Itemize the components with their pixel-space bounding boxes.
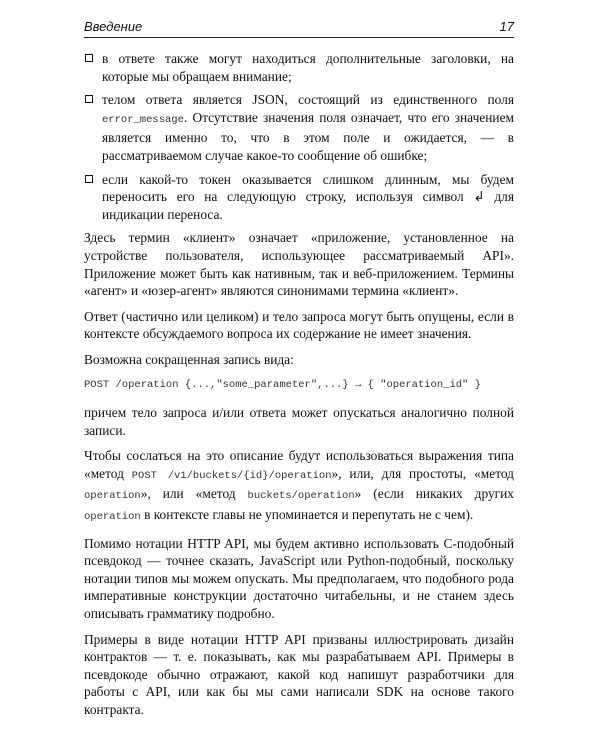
paragraph: Примеры в виде нотации HTTP API призваны иллюстрировать дизайн контрактов — т. е. показывать, как мы разрабатываем API. Примеры в псевдокоде обычно отражают, какой код напишут разработчики для работы с API, или как бы мы сами написали SDK на основе такого контракта. bbox=[84, 631, 514, 717]
text-run: Чтобы сослаться на это описание будут использоваться выражения типа «метод bbox=[84, 448, 514, 481]
paragraph: Ответ (частично или целиком) и тело запроса могут быть опущены, если в контексте обсуждаемого вопроса их содержание не имеет значения. bbox=[84, 308, 514, 342]
bullet-item bbox=[84, 171, 514, 224]
text-run: . Отсутствие значения поля означает, что его значением является именно то, что в этом поле и ожидается, — в рассматриваемом случае какое-то сообщение об ошибке; bbox=[102, 109, 514, 163]
paragraph: Возможна сокращенная запись вида: bbox=[84, 351, 294, 367]
text-run: в контексте главы не упоминается и перепутать не с чем). bbox=[140, 507, 474, 523]
chapter-title: Введение bbox=[84, 19, 143, 34]
text-run: », или, для простоты, «метод bbox=[331, 465, 514, 481]
header-rule bbox=[84, 37, 514, 38]
bullet-text: в ответе также могут находиться дополнительные заголовки, на которые мы обращаем внимание; bbox=[102, 51, 514, 84]
checkbox-bullet-icon bbox=[85, 175, 93, 183]
checkbox-bullet-icon bbox=[85, 54, 93, 62]
running-header bbox=[84, 17, 514, 37]
text-run: » (если никаких других bbox=[354, 486, 515, 502]
page-number: 17 bbox=[499, 19, 514, 34]
paragraph: причем тело запроса и/или ответа может опускаться аналогично полной записи. bbox=[84, 405, 514, 438]
paragraph bbox=[84, 447, 514, 526]
code-line: POST /operation {...,"some_parameter",...} → { "operation_id" } bbox=[84, 378, 481, 391]
bullet-item bbox=[84, 91, 514, 164]
bullet-text: если какой-то токен оказывается слишком длинным, мы будем переносить его на следующую строку, используя символ ↲ для индикации переноса. bbox=[102, 171, 514, 222]
text-run: », или «метод bbox=[140, 486, 248, 502]
text-run: телом ответа является JSON, состоящий из единственного поля bbox=[102, 92, 514, 108]
inline-code: operation bbox=[84, 490, 141, 503]
page-body bbox=[84, 50, 514, 727]
inline-code: buckets/operation bbox=[247, 490, 355, 503]
paragraph: Здесь термин «клиент» означает «приложение, установленное на устройстве пользователя, использующее рассматриваемый API». Приложение может быть как нативным, так и веб-приложением. Термины «агент» и «юзер-агент» являются синонимами термина «клиент». bbox=[84, 230, 514, 299]
paragraph: Помимо нотации HTTP API, мы будем активно использовать C-подобный псевдокод — точнее сказать, JavaScript или Python-подобный, поскольку нотации типов мы можем опускать. Мы предполагаем, что подобного рода императивные конструкции достаточно читабельны, и не станем здесь описывать грамматику подробно. bbox=[84, 535, 514, 622]
inline-code: POST /v1/buckets/{id}/operation bbox=[131, 469, 332, 482]
inline-code: error_message bbox=[102, 113, 184, 126]
inline-code: operation bbox=[84, 511, 141, 524]
checkbox-bullet-icon bbox=[85, 95, 93, 103]
bullet-item bbox=[84, 50, 514, 85]
bullet-text bbox=[102, 91, 514, 164]
